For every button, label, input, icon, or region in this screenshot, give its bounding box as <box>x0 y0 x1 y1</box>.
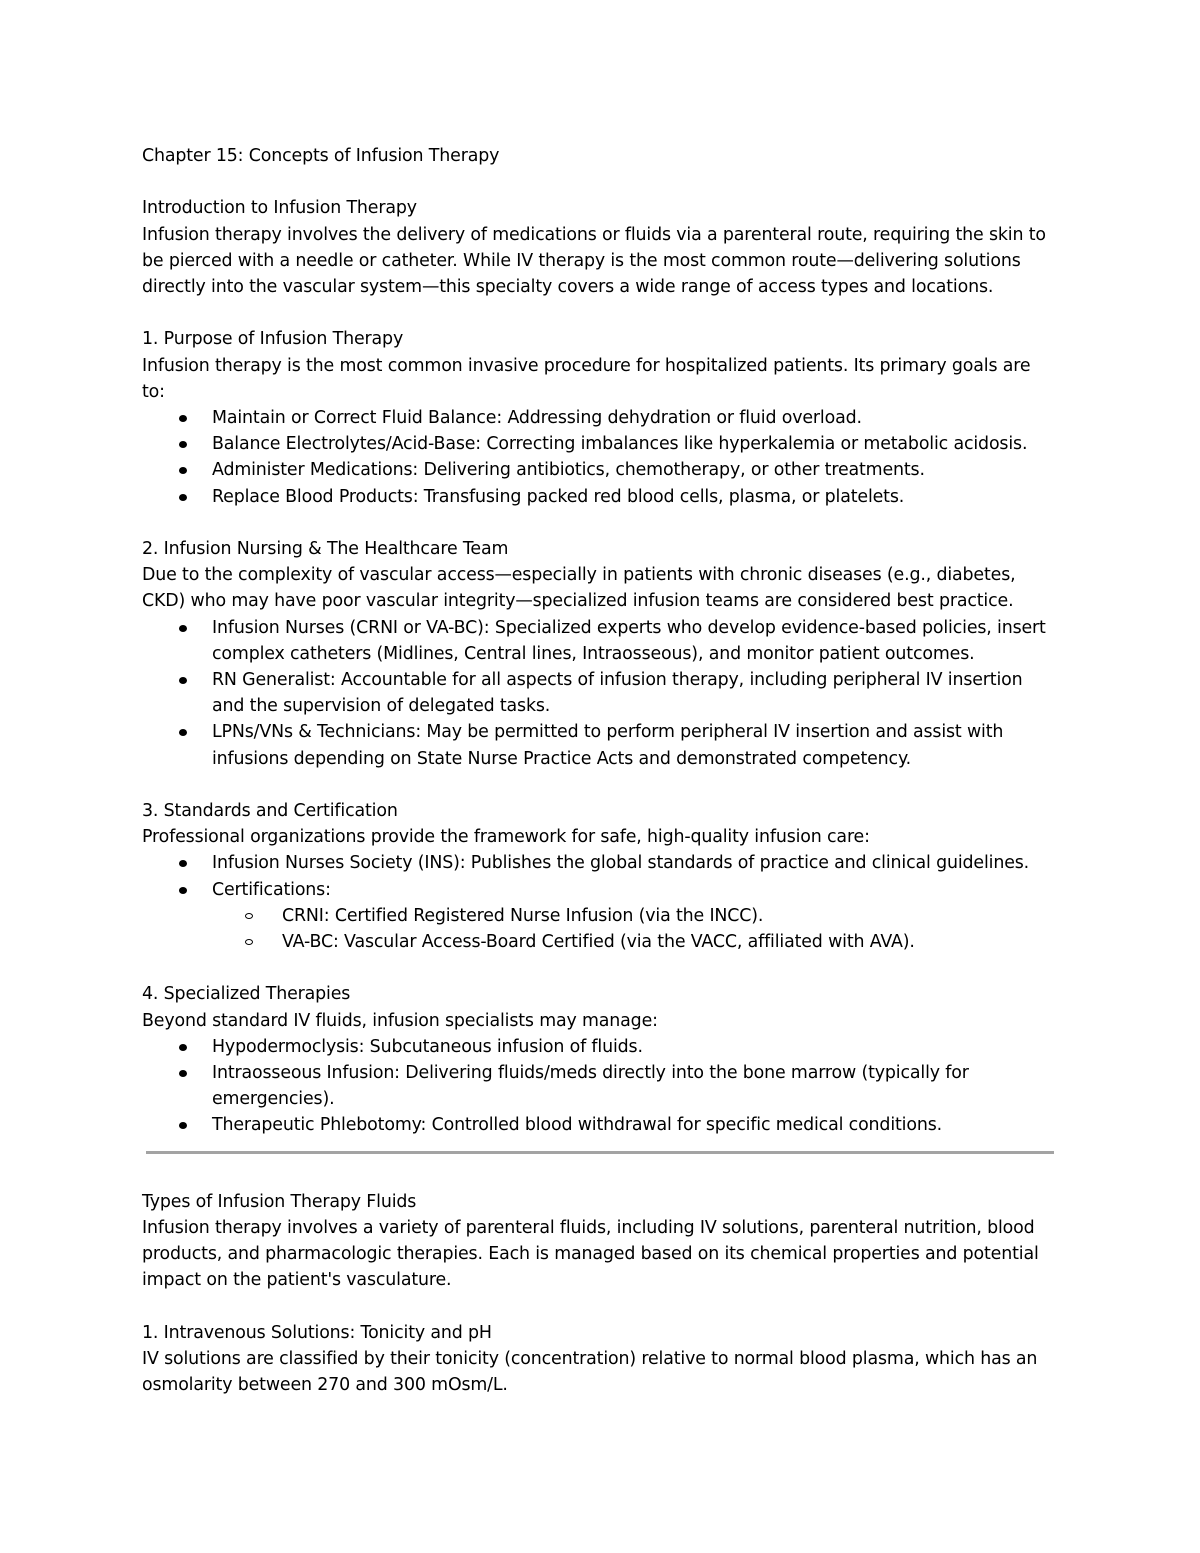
section-heading: 1. Purpose of Infusion Therapy <box>142 329 404 350</box>
list-item-line: and the supervision of delegated tasks. <box>212 696 551 717</box>
list-item-line: Therapeutic Phlebotomy: Controlled blood withdrawal for specific medical conditions. <box>212 1115 943 1136</box>
list-item-line: Hypodermoclysis: Subcutaneous infusion of fluids. <box>212 1036 643 1057</box>
list-item <box>212 1112 1067 1138</box>
sub-list-item: VA-BC: Vascular Access-Board Certified (via the VACC, affiliated with AVA). <box>282 929 1067 955</box>
document-title: Chapter 15: Concepts of Infusion Therapy <box>142 146 500 166</box>
section-purpose <box>142 326 1067 509</box>
bullet-list <box>142 850 1067 955</box>
list-item: Maintain or Correct Fluid Balance: Addressing dehydration or fluid overload. <box>212 405 1067 431</box>
sub-bullet-list <box>212 903 1067 955</box>
section-heading: 4. Specialized Therapies <box>142 984 351 1005</box>
section-heading: Introduction to Infusion Therapy <box>142 198 417 219</box>
section-fluid-types <box>142 1189 1067 1294</box>
paragraph-line: directly into the vascular system—this specialty covers a wide range of access types and locations. <box>142 277 994 297</box>
list-item: Administer Medications: Delivering antibiotics, chemotherapy, or other treatments. <box>212 457 1067 483</box>
paragraph-line: osmolarity between 270 and 300 mOsm/L. <box>142 1375 508 1396</box>
list-item-line: emergencies). <box>212 1089 335 1110</box>
section-nursing-team <box>142 536 1067 772</box>
paragraph-line: impact on the patient's vasculature. <box>142 1270 452 1291</box>
section-heading: 2. Infusion Nursing & The Healthcare Team <box>142 539 509 559</box>
spacer <box>142 169 1067 195</box>
sub-list-item: CRNI: Certified Registered Nurse Infusion (via the INCC). <box>282 903 1067 929</box>
section-specialized-therapies <box>142 981 1067 1138</box>
paragraph-line: Professional organizations provide the framework for safe, high-quality infusion care: <box>142 827 870 848</box>
paragraph-line: Infusion therapy is the most common invasive procedure for hospitalized patients. Its primary goals are <box>142 355 1031 376</box>
paragraph-line: products, and pharmacologic therapies. Each is managed based on its chemical properties and potential <box>142 1244 1039 1265</box>
list-item-line: Intraosseous Infusion: Delivering fluids/meds directly into the bone marrow (typically for <box>212 1063 969 1084</box>
list-item-line: RN Generalist: Accountable for all aspects of infusion therapy, including peripheral IV insertion <box>212 670 1023 691</box>
paragraph-line: to: <box>142 381 165 402</box>
list-item-line: Infusion Nurses (CRNI or VA-BC): Specialized experts who develop evidence-based policies, insert <box>212 617 1046 638</box>
paragraph-line: Infusion therapy involves a variety of parenteral fluids, including IV solutions, parenteral nutrition, blood <box>142 1217 1035 1238</box>
list-item <box>212 719 1067 771</box>
list-item <box>212 877 1067 956</box>
list-item: Balance Electrolytes/Acid-Base: Correcting imbalances like hyperkalemia or metabolic acidosis. <box>212 431 1067 457</box>
paragraph-line: Beyond standard IV fluids, infusion specialists may manage: <box>142 1010 658 1031</box>
list-item <box>212 1060 1067 1112</box>
paragraph-line: Due to the complexity of vascular access—especially in patients with chronic diseases (e.g., diabetes, <box>142 565 1016 586</box>
list-item-line: complex catheters (Midlines, Central lines, Intraosseous), and monitor patient outcomes. <box>212 643 975 664</box>
list-item: Infusion Nurses Society (INS): Publishes the global standards of practice and clinical guidelines. <box>212 850 1067 876</box>
paragraph-line: Infusion therapy involves the delivery of medications or fluids via a parenteral route, requiring the skin to <box>142 224 1046 245</box>
paragraph-line: CKD) who may have poor vascular integrity—specialized infusion teams are considered best practice. <box>142 591 1014 612</box>
list-item-line: LPNs/VNs & Technicians: May be permitted to perform peripheral IV insertion and assist with <box>212 722 1004 743</box>
list-item <box>212 1034 1067 1060</box>
list-item: Replace Blood Products: Transfusing packed red blood cells, plasma, or platelets. <box>212 484 1067 510</box>
section-iv-solutions <box>142 1320 1067 1399</box>
document-page <box>142 143 1067 1398</box>
section-standards <box>142 798 1067 955</box>
section-heading: 1. Intravenous Solutions: Tonicity and pH <box>142 1322 492 1343</box>
section-introduction <box>142 195 1067 300</box>
spacer <box>142 1154 1067 1189</box>
bullet-list <box>142 615 1067 772</box>
paragraph-line: IV solutions are classified by their tonicity (concentration) relative to normal blood plasma, which has an <box>142 1348 1038 1369</box>
spacer <box>142 300 1067 326</box>
bullet-list <box>142 1034 1067 1139</box>
list-item <box>212 667 1067 719</box>
list-item-line: infusions depending on State Nurse Practice Acts and demonstrated competency. <box>212 748 911 769</box>
section-heading: Types of Infusion Therapy Fluids <box>142 1191 417 1212</box>
spacer <box>142 772 1067 798</box>
spacer <box>142 510 1067 536</box>
list-item-line: Certifications: <box>212 879 331 900</box>
paragraph-line: be pierced with a needle or catheter. While IV therapy is the most common route—delivering solutions <box>142 250 1021 271</box>
spacer <box>142 1293 1067 1319</box>
bullet-list <box>142 405 1067 510</box>
spacer <box>142 955 1067 981</box>
list-item <box>212 615 1067 667</box>
section-heading: 3. Standards and Certification <box>142 801 398 822</box>
